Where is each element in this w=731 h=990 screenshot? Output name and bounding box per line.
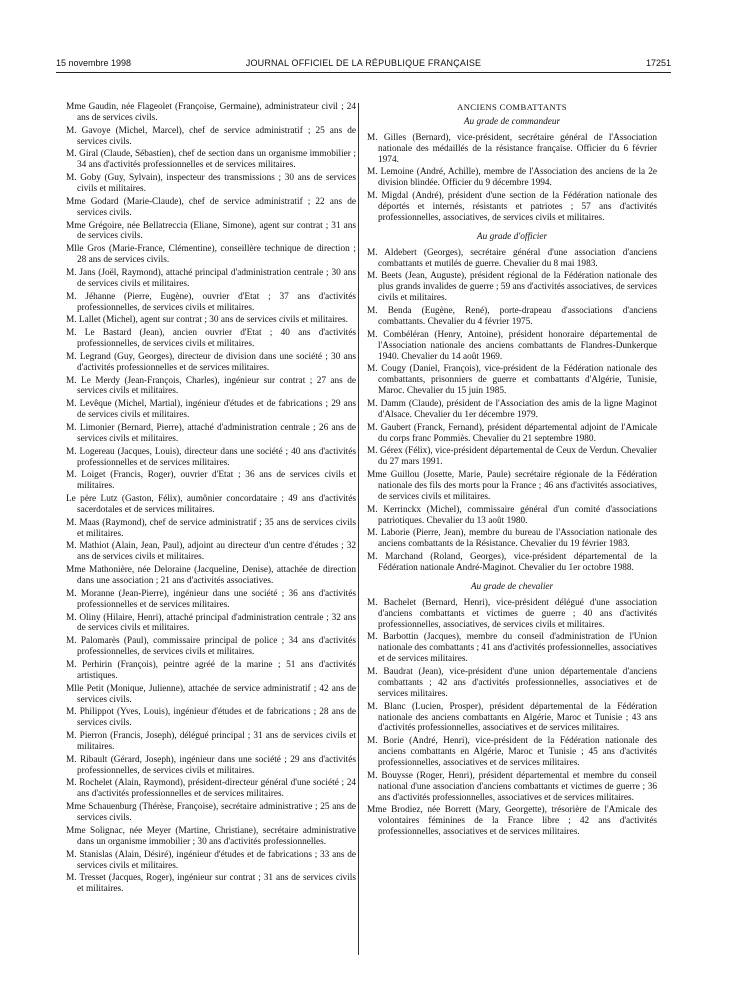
list-item: M. Gilles (Bernard), vice-président, secrétaire général de l'Association nationale des médaillés de la résistance française. Officier du 6 février 1974.: [367, 132, 657, 165]
list-item: M. Moranne (Jean-Pierre), ingénieur dans une société ; 36 ans d'activités professionnelles et de services militaires.: [66, 588, 356, 610]
list-item: M. Philippot (Yves, Louis), ingénieur d'études et de fabrications ; 28 ans de services civils.: [66, 707, 356, 729]
list-item: M. Laborie (Pierre, Jean), membre du bureau de l'Association nationale des anciens combattants de la Résistance. Chevalier du 19 février 1983.: [367, 528, 657, 550]
list-item: M. Limonier (Bernard, Pierre), attaché d'administration centrale ; 26 ans de services civils et militaires.: [66, 422, 356, 444]
list-item: M. Le Bastard (Jean), ancien ouvrier d'Etat ; 40 ans d'activités professionnelles, de services civils et militaires.: [66, 328, 356, 350]
list-item: M. Benda (Eugène, René), porte-drapeau d'associations d'anciens combattants. Chevalier du 4 février 1975.: [367, 306, 657, 327]
column-divider: [358, 103, 359, 955]
journal-title: JOURNAL OFFICIEL DE LA RÉPUBLIQUE FRANÇAISE: [245, 58, 482, 68]
list-item: M. Le Merdy (Jean-François, Charles), ingénieur sur contrat ; 27 ans de services civils et militaires.: [66, 375, 356, 397]
list-item: Mlle Petit (Monique, Julienne), attachée de service administratif ; 42 ans de services civils.: [66, 683, 356, 705]
list-item: M. Beets (Jean, Auguste), président régional de la Fédération nationale des plus grands invalides de guerre ; 59 ans d'activités associatives, de services civils et militaires.: [367, 271, 657, 304]
list-item: M. Perhirin (François), peintre agréé de la marine ; 51 ans d'activités artistiques.: [66, 659, 356, 681]
list-item: M. Tresset (Jacques, Roger), ingénieur sur contrat ; 31 ans de services civils et militaires.: [66, 873, 356, 895]
list-item: M. Logereau (Jacques, Louis), directeur dans une société ; 40 ans d'activités professionnelles et de services militaires.: [66, 446, 356, 468]
list-item: M. Migdal (André), président d'une section de la Fédération nationale des déportés et internés, résistants et patriotes ; 57 ans d'activités professionnelles, associatives, de services civils et militaires.: [367, 191, 657, 223]
list-item: M. Maas (Raymond), chef de service administratif ; 35 ans de services civils et militaires.: [66, 517, 356, 539]
list-item: M. Lemoine (André, Achille), membre de l'Association des anciens de la 2e division blindée. Officier du 9 décembre 1994.: [367, 167, 657, 189]
list-item: Mme Schauenburg (Thérèse, Françoise), secrétaire administrative ; 25 ans de services civils.: [66, 802, 356, 824]
list-item: Mme Gaudin, née Flageolet (Françoise, Germaine), administrateur civil ; 24 ans de services civils.: [66, 102, 356, 123]
page-header: [56, 58, 671, 72]
list-item: M. Lallet (Michel), agent sur contrat ; 30 ans de services civils et militaires.: [66, 315, 348, 326]
section-title: ANCIENS COMBATTANTS: [457, 102, 567, 112]
list-item: M. Oliny (Hilaire, Henri), attaché principal d'administration centrale ; 32 ans de services civils et militaires.: [66, 612, 356, 634]
list-item: M. Goby (Guy, Sylvain), inspecteur des transmissions ; 30 ans de services civils et militaires.: [66, 173, 356, 195]
officier-list: [367, 248, 657, 574]
page-number: 17251: [645, 58, 671, 68]
list-item: M. Damm (Claude), président de l'Association des amis de la ligne Maginot d'Alsace. Chevalier du 1er décembre 1979.: [367, 398, 657, 420]
list-item: M. Gaubert (Franck, Fernand), président départemental adjoint de l'Amicale du corps franc Pommiès. Chevalier du 21 septembre 1980.: [367, 422, 657, 444]
commandeur-list: [367, 133, 657, 224]
list-item: Mme Brodiez, née Borrett (Mary, Georgette), trésorière de l'Amicale des volontaires féminines de la France libre ; 42 ans d'activités professionnelles, associatives et de services militaires.: [367, 805, 657, 838]
list-item: M. Giral (Claude, Sébastien), chef de section dans un organisme immobilier ; 34 ans d'activités professionnelles et de services militaires.: [66, 149, 356, 171]
list-item: M. Mathiot (Alain, Jean, Paul), adjoint au directeur d'un centre d'études ; 32 ans de services civils et militaires.: [66, 541, 356, 563]
list-item: M. Cougy (Daniel, François), vice-président de la Fédération nationale des combattants, prisonniers de guerre et combattants d'Algérie, Tunisie, Maroc. Chevalier du 15 juin 1985.: [367, 364, 657, 397]
header-rule: [56, 72, 671, 73]
list-item: M. Bouysse (Roger, Henri), président départemental et membre du conseil national d'une association d'anciens combattants et victimes de guerre ; 36 ans d'activités professionnelles, associatives et de services militaires.: [367, 770, 657, 803]
list-item: M. Aldebert (Georges), secrétaire général d'une association d'anciens combattants et mutilés de guerre. Chevalier du 8 mai 1983.: [367, 247, 657, 269]
list-item: M. Gavoye (Michel, Marcel), chef de service administratif ; 25 ans de services civils.: [66, 125, 356, 147]
list-item: M. Jéhanne (Pierre, Eugène), ouvrier d'Etat ; 37 ans d'activités professionnelles, de services civils et militaires.: [66, 291, 356, 313]
list-item: M. Loiget (Francis, Roger), ouvrier d'Etat ; 36 ans de services civils et militaires.: [66, 470, 356, 492]
list-item: M. Kerrinckx (Michel), commissaire général d'un comité d'associations patriotiques. Chevalier du 13 août 1980.: [367, 504, 657, 526]
grade-heading-officier: Au grade d'officier: [476, 231, 548, 242]
list-item: Mme Mathonière, née Deloraine (Jacqueline, Denise), attachée de direction dans une association ; 21 ans d'activités associatives.: [66, 565, 356, 587]
chevalier-list: [367, 598, 657, 838]
list-item: M. Legrand (Guy, Georges), directeur de division dans une société ; 30 ans d'activités professionnelles et de services militaires.: [66, 351, 356, 373]
list-item: M. Combéléran (Henry, Antoine), président honoraire départemental de l'Association nationale des anciens combattants de Flandres-Dunkerque 1940. Chevalier du 14 août 1969.: [367, 329, 657, 362]
list-item: M. Barbottin (Jacques), membre du conseil d'administration de l'Union nationale des combattants ; 41 ans d'activités professionnelles, associatives et de services militaires.: [367, 632, 657, 665]
left-column: [66, 102, 356, 897]
list-item: Mme Grégoire, née Bellatreccia (Eliane, Simone), agent sur contrat ; 31 ans de services civils.: [66, 220, 356, 242]
publication-date: 15 novembre 1998: [56, 58, 132, 68]
list-item: M. Marchand (Roland, Georges), vice-président départemental de la Fédération nationale André-Maginot. Chevalier du 1er octobre 1988.: [367, 552, 657, 574]
list-item: M. Jans (Joël, Raymond), attaché principal d'administration centrale ; 30 ans de services civils et militaires.: [66, 267, 356, 289]
list-item: Mlle Gros (Marie-France, Clémentine), conseillère technique de direction ; 28 ans de services civils.: [66, 244, 356, 266]
right-column: [367, 102, 657, 840]
list-item: M. Bachelet (Bernard, Henri), vice-président délégué d'une association d'anciens combattants et victimes de guerre ; 40 ans d'activités professionnelles, associatives, de services civils et militaires.: [367, 597, 657, 630]
list-item: Mme Godard (Marie-Claude), chef de service administratif ; 22 ans de services civils.: [66, 196, 356, 218]
list-item: M. Levêque (Michel, Martial), ingénieur d'études et de fabrications ; 29 ans de services civils et militaires.: [66, 399, 356, 421]
grade-heading-chevalier: Au grade de chevalier: [470, 581, 554, 592]
list-item: Mme Solignac, née Meyer (Martine, Christiane), secrétaire administrative dans un organisme immobilier ; 30 ans d'activités professionnelles.: [66, 825, 356, 847]
list-item: M. Gérex (Félix), vice-président départemental de Ceux de Verdun. Chevalier du 27 mars 1991.: [367, 446, 657, 468]
list-item: M. Borie (André, Henri), vice-président de la Fédération nationale des anciens combattants en Algérie, Maroc et Tunisie ; 45 ans d'activités professionnelles, associatives et de services militaires.: [367, 736, 657, 769]
list-item: M. Stanislas (Alain, Désiré), ingénieur d'études et de fabrications ; 33 ans de services civils et militaires.: [66, 849, 356, 871]
list-item: M. Ribault (Gérard, Joseph), ingénieur dans une société ; 29 ans d'activités professionnelles, de services civils et militaires.: [66, 754, 356, 776]
list-item: M. Rochelet (Alain, Raymond), président-directeur général d'une société ; 24 ans d'activités professionnelles et de services militaires.: [66, 778, 356, 800]
list-item: M. Pierron (Francis, Joseph), délégué principal ; 31 ans de services civils et militaires.: [66, 731, 356, 752]
list-item: Le père Lutz (Gaston, Félix), aumônier concordataire ; 49 ans d'activités sacerdotales et de services militaires.: [66, 494, 356, 515]
list-item: M. Blanc (Lucien, Prosper), président départemental de la Fédération nationale des anciens combattants en Algérie, Maroc et Tunisie ; 43 ans d'activités professionnelles, associatives et de services militaires.: [367, 701, 657, 734]
grade-heading-commandeur: Au grade de commandeur: [463, 116, 561, 127]
list-item: Mme Guillou (Josette, Marie, Paule) secrétaire régionale de la Fédération nationale des fils des morts pour la France ; 46 ans d'activités associatives, de services civils et militaires.: [367, 470, 657, 502]
list-item: M. Palomarès (Paul), commissaire principal de police ; 34 ans d'activités professionnelles, de services civils et militaires.: [66, 636, 356, 658]
list-item: M. Baudrat (Jean), vice-président d'une union départementale d'anciens combattants ; 42 ans d'activités professionnelles, associatives et de services militaires.: [367, 667, 657, 699]
